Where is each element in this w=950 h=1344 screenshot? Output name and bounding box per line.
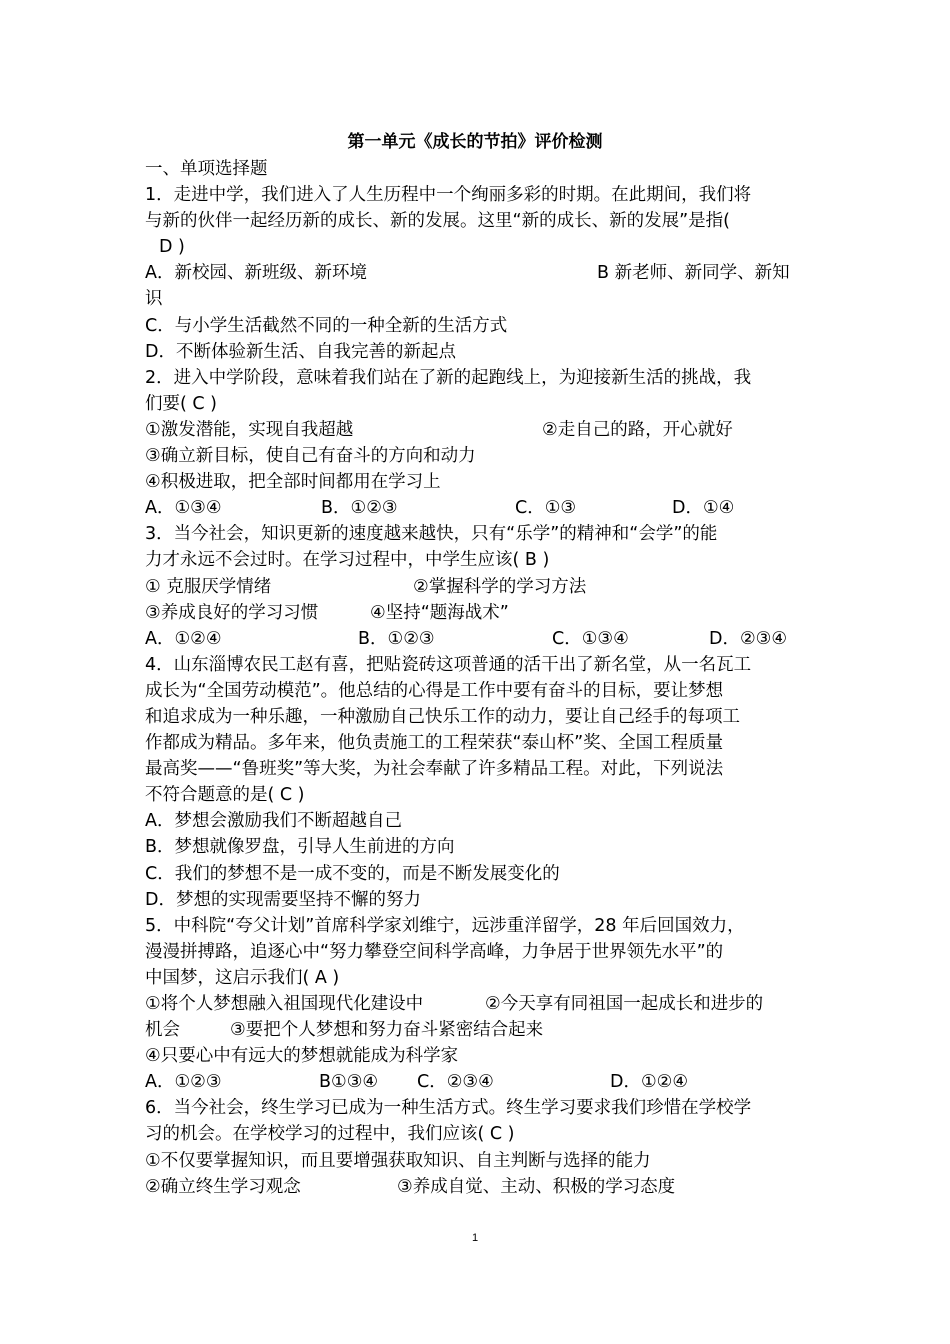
q5-item-3: ③要把个人梦想和努力奋斗紧密结合起来 xyxy=(230,1020,544,1041)
q2-stem-line1: 2．进入中学阶段，意味着我们站在了新的起跑线上，为迎接新生活的挑战，我 xyxy=(145,367,752,388)
q3-item-3: ③养成良好的学习习惯 xyxy=(145,602,319,623)
q1-option-c: C．与小学生活截然不同的一种全新的生活方式 xyxy=(145,315,508,336)
q3-item-1: ① 克服厌学情绪 xyxy=(145,576,272,597)
q4-stem-line6: 不符合题意的是( C ) xyxy=(145,785,305,806)
q3-options xyxy=(145,626,810,652)
q1-stem-line1: 1．走进中学，我们进入了人生历程中一个绚丽多彩的时期。在此期间，我们将 xyxy=(145,185,752,206)
q5-item-1: ①将个人梦想融入祖国现代化建设中 xyxy=(145,994,424,1014)
q4-option-a: A．梦想会激励我们不断超越自己 xyxy=(145,811,402,832)
q3-option-b: B．①②③ xyxy=(358,628,435,649)
q2-option-b: B．①②③ xyxy=(321,498,398,519)
q5-options xyxy=(145,1069,810,1095)
document-body xyxy=(145,156,810,1200)
q2-stem-line2: 们要( C ) xyxy=(145,393,217,414)
q5-items-12 xyxy=(145,991,810,1017)
q5-item-2-cont: 机会 xyxy=(145,1020,180,1041)
page-title: 第一单元《成长的节拍》评价检测 xyxy=(347,132,603,152)
q5-option-b: B①③④ xyxy=(319,1072,379,1093)
q5-stem-line2: 漫漫拼搏路，追逐心中“努力攀登空间科学高峰，力争居于世界领先水平”的 xyxy=(145,941,724,962)
q4-stem-line1: 4．山东淄博农民工赵有喜，把贴瓷砖这项普通的活干出了新名堂，从一名瓦工 xyxy=(145,654,752,675)
q2-item-3: ③确立新目标，使自己有奋斗的方向和动力 xyxy=(145,446,476,467)
q5-option-c: C．②③④ xyxy=(417,1072,494,1093)
q5-item-4: ④只要心中有远大的梦想就能成为科学家 xyxy=(145,1046,459,1067)
q3-stem-line1: 3．当今社会，知识更新的速度越来越快，只有“乐学”的精神和“会学”的能 xyxy=(145,524,718,545)
q2-item-2: ②走自己的路，开心就好 xyxy=(542,419,733,440)
q1-stem-line2: 与新的伙伴一起经历新的成长、新的发展。这里“新的成长、新的发展”是指( xyxy=(145,211,730,232)
q2-options xyxy=(145,495,810,521)
q4-option-c: C．我们的梦想不是一成不变的，而是不断发展变化的 xyxy=(145,863,560,884)
q1-option-b: B 新老师、新同学、新知 xyxy=(597,263,790,284)
q3-items-12 xyxy=(145,574,810,600)
q2-items-12 xyxy=(145,417,810,443)
q6-item-2: ②确立终生学习观念 xyxy=(145,1176,301,1197)
q1-answer-text: D ) xyxy=(159,237,185,258)
q4-option-d: D．梦想的实现需要坚持不懈的努力 xyxy=(145,889,421,910)
q3-stem-line2: 力才永远不会过时。在学习过程中，中学生应该( B ) xyxy=(145,550,550,571)
q1-options-ab xyxy=(145,260,810,286)
q2-option-a: A．①③④ xyxy=(145,498,222,519)
q3-option-a: A．①②④ xyxy=(145,628,222,649)
q5-option-a: A．①②③ xyxy=(145,1072,222,1093)
q6-stem-line2: 习的机会。在学校学习的过程中，我们应该( C ) xyxy=(145,1124,515,1145)
q4-stem-line3: 和追求成为一种乐趣，一种激励自己快乐工作的动力，要让自己经手的每项工 xyxy=(145,706,740,727)
q4-stem-line5: 最高奖——“鲁班奖”等大奖，为社会奉献了许多精品工程。对此，下列说法 xyxy=(145,759,724,780)
q2-item-4: ④积极进取，把全部时间都用在学习上 xyxy=(145,472,441,493)
q1-option-a: A．新校园、新班级、新环境 xyxy=(145,263,367,284)
q5-stem-line3: 中国梦，这启示我们( A ) xyxy=(145,967,340,988)
q1-option-d: D．不断体验新生活、自我完善的新起点 xyxy=(145,341,456,362)
q3-option-c: C．①③④ xyxy=(552,628,629,649)
q4-stem-line2: 成长为“全国劳动模范”。他总结的心得是工作中要有奋斗的目标，要让梦想 xyxy=(145,680,724,701)
q3-option-d: D．②③④ xyxy=(709,628,788,649)
q6-stem-line1: 6．当今社会，终生学习已成为一种生活方式。终生学习要求我们珍惜在学校学 xyxy=(145,1098,752,1119)
q1-option-b-cont: 识 xyxy=(145,289,163,310)
q1-answer xyxy=(145,234,810,260)
q5-item-2: ②今天享有同祖国一起成长和进步的 xyxy=(485,994,764,1014)
q5-option-d: D．①②④ xyxy=(610,1072,689,1093)
q3-item-4: ④坚持“题海战术” xyxy=(370,602,509,623)
q4-stem-line4: 作都成为精品。多年来，他负责施工的工程荣获“泰山杯”奖、全国工程质量 xyxy=(145,733,724,754)
q4-option-b: B．梦想就像罗盘，引导人生前进的方向 xyxy=(145,837,455,858)
q3-items-34 xyxy=(145,600,810,626)
q2-option-c: C．①③ xyxy=(515,498,577,519)
q6-items-23 xyxy=(145,1174,810,1200)
q6-item-1: ①不仅要掌握知识，而且要增强获取知识、自主判断与选择的能力 xyxy=(145,1150,651,1171)
q2-option-d: D．①④ xyxy=(672,498,735,519)
q3-item-2: ②掌握科学的学习方法 xyxy=(413,576,587,597)
q2-item-1: ①激发潜能，实现自我超越 xyxy=(145,419,354,440)
q5-items-2cont-3 xyxy=(145,1017,810,1043)
page-number: 1 xyxy=(471,1232,479,1244)
q6-item-3: ③养成自觉、主动、积极的学习态度 xyxy=(397,1176,676,1197)
section-heading: 一、单项选择题 xyxy=(145,159,268,179)
q5-stem-line1: 5．中科院“夸父计划”首席科学家刘维宁，远涉重洋留学，28 年后回国效力， xyxy=(145,915,745,936)
